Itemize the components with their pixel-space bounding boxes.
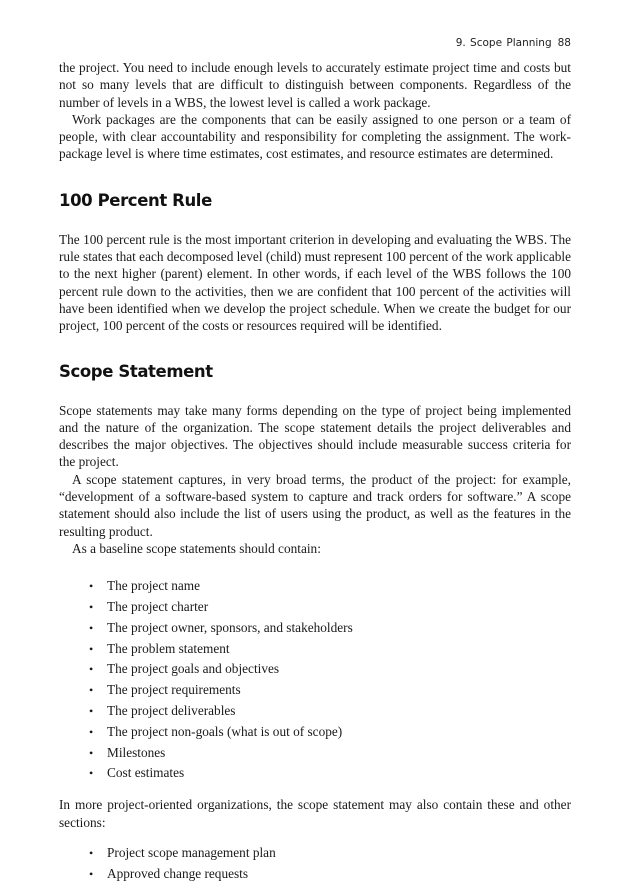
section-heading-scope-statement: Scope Statement [59, 361, 213, 381]
list-item: • Project scope management plan [89, 843, 571, 864]
page-number: 88 [557, 37, 571, 49]
list-item: • The project charter [89, 597, 571, 618]
running-header [456, 37, 571, 49]
list-item: • The project goals and objectives [89, 659, 571, 680]
page-body [59, 59, 571, 884]
list-item: • Cost estimates [89, 763, 571, 784]
list-item: • The project owner, sponsors, and stakeholders [89, 618, 571, 639]
section-heading-100-percent-rule: 100 Percent Rule [59, 190, 212, 210]
baseline-items-list [89, 576, 571, 784]
list-item: • The project non-goals (what is out of scope) [89, 722, 571, 743]
100-percent-rule-paragraph: The 100 percent rule is the most important criterion in developing and evaluating the WBS. The rule states that each decomposed level (child) must represent 100 percent of the work applicable to the next higher (parent) element. In other words, if each level of the WBS follows the 100 percent rule down to the activities, then we are confident that 100 percent of the activities will have been identified when we develop the project schedule. When we create the budget for our project, 100 percent of the costs or resources required will be identified. [59, 231, 571, 334]
list-item: • The problem statement [89, 639, 571, 660]
chapter-title: 9. Scope Planning [455, 37, 552, 49]
project-oriented-paragraph: In more project-oriented organizations, the scope statement may also contain these and other sections: [59, 797, 571, 830]
scope-captures-paragraph: A scope statement captures, in very broad terms, the product of the project: for example, “development of a software-based system to capture and track orders for software.” A scope statement should also include the list of users using the product, as well as the features in the resulting product. [59, 471, 571, 539]
work-packages-paragraph: Work packages are the components that can be easily assigned to one person or a team of people, with clear accountability and responsibility for completing the assignment. The work-package level is where time estimates, cost estimates, and resource estimates are determined. [59, 111, 571, 162]
list-item: • Milestones [89, 743, 571, 764]
baseline-intro-paragraph: As a baseline scope statements should contain: [72, 540, 321, 556]
list-item: • Approved change requests [89, 864, 571, 884]
additional-items-list [89, 843, 571, 884]
list-item: • The project name [89, 576, 571, 597]
scope-intro-paragraph: Scope statements may take many forms depending on the type of project being implemented and the nature of the organization. The scope statement details the project deliverables and describes the major objectives. The objectives should include measurable success criteria for the project. [59, 402, 571, 470]
list-item: • The project requirements [89, 680, 571, 701]
list-item: • The project deliverables [89, 701, 571, 722]
intro-paragraph: the project. You need to include enough levels to accurately estimate project time and costs but not so many levels that are difficult to distinguish between components. Regardless of the number of levels in a WBS, the lowest level is called a work package. [59, 60, 571, 110]
